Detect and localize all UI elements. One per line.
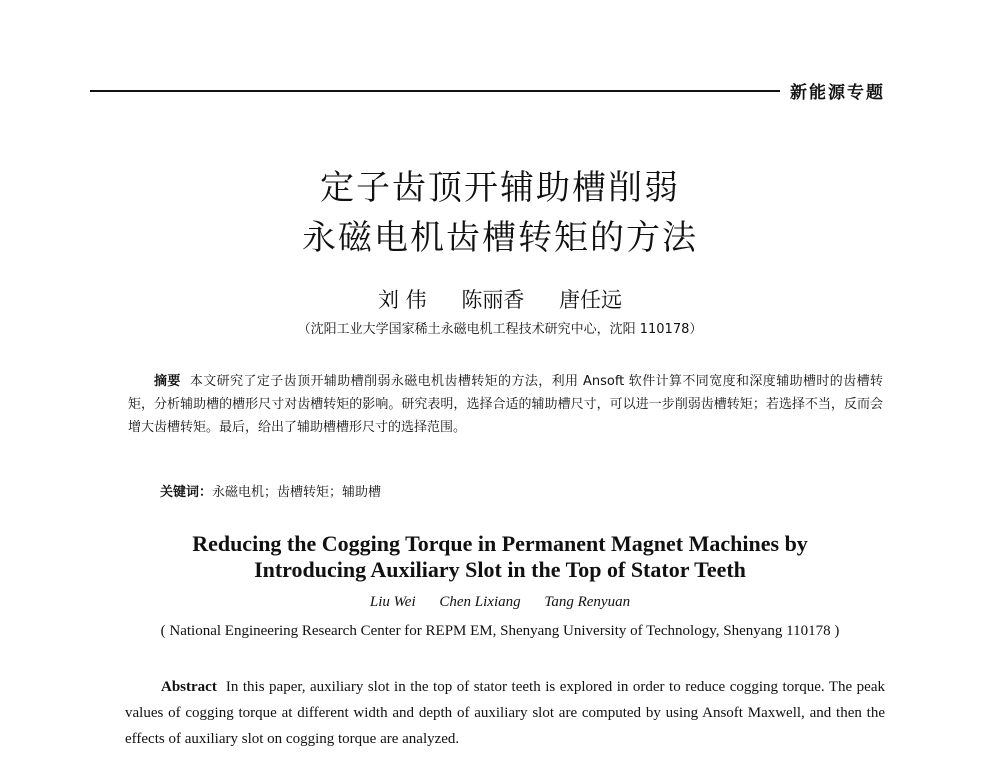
chinese-title-line-2: 永磁电机齿槽转矩的方法 bbox=[302, 218, 698, 258]
chinese-author: 刘 伟 bbox=[377, 288, 427, 312]
english-author: Chen Lixiang bbox=[439, 594, 521, 610]
chinese-keywords-text: 永磁电机；齿槽转矩；辅助槽 bbox=[212, 485, 382, 500]
chinese-keywords-label: 关键词： bbox=[160, 485, 213, 500]
chinese-author: 唐任远 bbox=[559, 288, 623, 312]
chinese-abstract-label: 摘要 bbox=[154, 374, 181, 389]
chinese-affiliation: （沈阳工业大学国家稀土永磁电机工程技术研究中心，沈阳 110178） bbox=[297, 322, 703, 337]
english-title-line-2: Introducing Auxiliary Slot in the Top of Stator Teeth bbox=[254, 557, 746, 582]
chinese-authors bbox=[0, 284, 1000, 314]
english-author: Liu Wei bbox=[369, 594, 416, 610]
chinese-keywords bbox=[160, 481, 381, 500]
chinese-abstract-text: 本文研究了定子齿顶开辅助槽削弱永磁电机齿槽转矩的方法，利用 Ansoft 软件计算不同宽度和深度辅助槽时的齿槽转矩，分析辅助槽的槽形尺寸对齿槽转矩的影响。研究表明，选择合适的辅助槽尺寸，可以进一步削弱齿槽转矩；若选择不当，反而会增大齿槽转矩。最后，给出了辅助槽槽形尺寸的选择范围。 bbox=[128, 374, 883, 435]
english-title-line-1: Reducing the Cogging Torque in Permanent Magnet Machines by bbox=[192, 531, 808, 556]
chinese-author: 陈丽香 bbox=[461, 288, 525, 312]
chinese-title-line-1: 定子齿顶开辅助槽削弱 bbox=[320, 168, 680, 208]
english-abstract bbox=[125, 674, 885, 752]
english-affiliation: ( National Engineering Research Center for REPM EM, Shenyang University of Technology, Shenyang 110178 ) bbox=[160, 623, 840, 639]
english-authors bbox=[0, 594, 1000, 611]
section-tag: 新能源专题 bbox=[790, 83, 885, 103]
header-rule bbox=[90, 90, 780, 92]
english-abstract-text: In this paper, auxiliary slot in the top of stator teeth is explored in order to reduce cogging torque. The peak values of cogging torque at different width and depth of auxiliary slot are computed by using Ansoft Maxwell, and then the effects of auxiliary slot on cogging torque are analyzed. bbox=[125, 679, 885, 747]
chinese-abstract bbox=[128, 370, 883, 439]
english-abstract-label: Abstract bbox=[161, 679, 217, 695]
english-author: Tang Renyuan bbox=[544, 594, 631, 610]
